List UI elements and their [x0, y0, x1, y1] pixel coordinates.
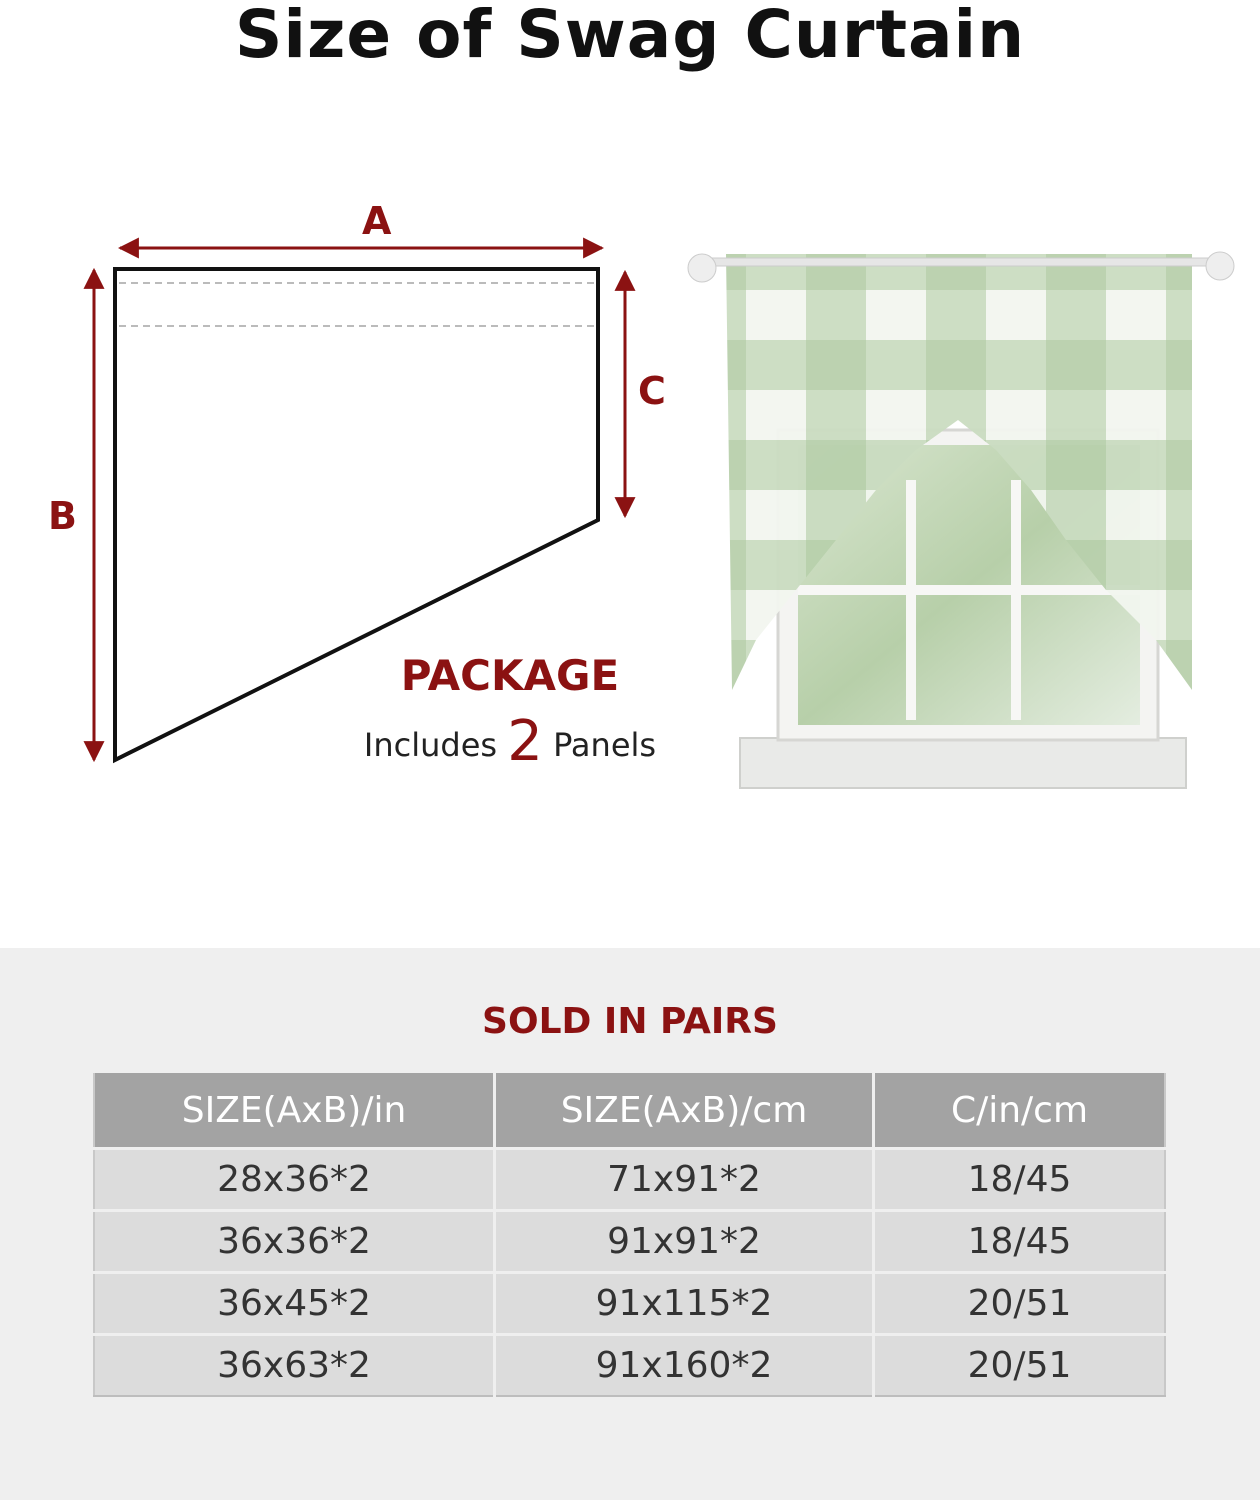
curtain-rod	[700, 258, 1220, 266]
size-in-cell: 36x36*2	[94, 1211, 495, 1273]
c-size-cell: 20/51	[874, 1273, 1166, 1335]
rod-finial-right	[1206, 252, 1234, 280]
rod-finial-left	[688, 254, 716, 282]
package-description	[330, 709, 690, 775]
size-cm-cell: 91x91*2	[495, 1211, 874, 1273]
size-in-cell: 36x45*2	[94, 1273, 495, 1335]
size-cm-cell: 91x115*2	[495, 1273, 874, 1335]
size-in-cell: 28x36*2	[94, 1149, 495, 1211]
package-prefix: Includes	[363, 726, 498, 764]
package-count: 2	[507, 709, 543, 774]
column-header-size-cm: SIZE(AxB)/cm	[495, 1073, 874, 1149]
dimension-a-label: A	[362, 199, 392, 243]
c-size-cell: 18/45	[874, 1211, 1166, 1273]
page-title: Size of Swag Curtain	[234, 0, 1026, 73]
size-cm-cell: 71x91*2	[495, 1149, 874, 1211]
size-cm-cell: 91x160*2	[495, 1335, 874, 1397]
package-suffix: Panels	[553, 726, 657, 764]
sold-in-pairs-heading: SOLD IN PAIRS	[482, 1001, 778, 1042]
c-size-cell: 18/45	[874, 1149, 1166, 1211]
c-size-cell: 20/51	[874, 1335, 1166, 1397]
dimension-c-label: C	[638, 369, 666, 413]
table-row	[94, 1149, 1165, 1211]
table-row	[94, 1273, 1165, 1335]
window-sill	[740, 738, 1186, 788]
size-table	[93, 1073, 1166, 1397]
package-title: PACKAGE	[400, 651, 620, 700]
size-in-cell: 36x63*2	[94, 1335, 495, 1397]
size-table-header-row	[94, 1073, 1165, 1149]
dimension-b-label: B	[48, 494, 77, 538]
curtain-shape-diagram	[0, 180, 680, 800]
table-row	[94, 1211, 1165, 1273]
column-header-size-in: SIZE(AxB)/in	[94, 1073, 495, 1149]
table-row	[94, 1335, 1165, 1397]
curtain-product-image	[686, 240, 1236, 800]
column-header-c: C/in/cm	[874, 1073, 1166, 1149]
